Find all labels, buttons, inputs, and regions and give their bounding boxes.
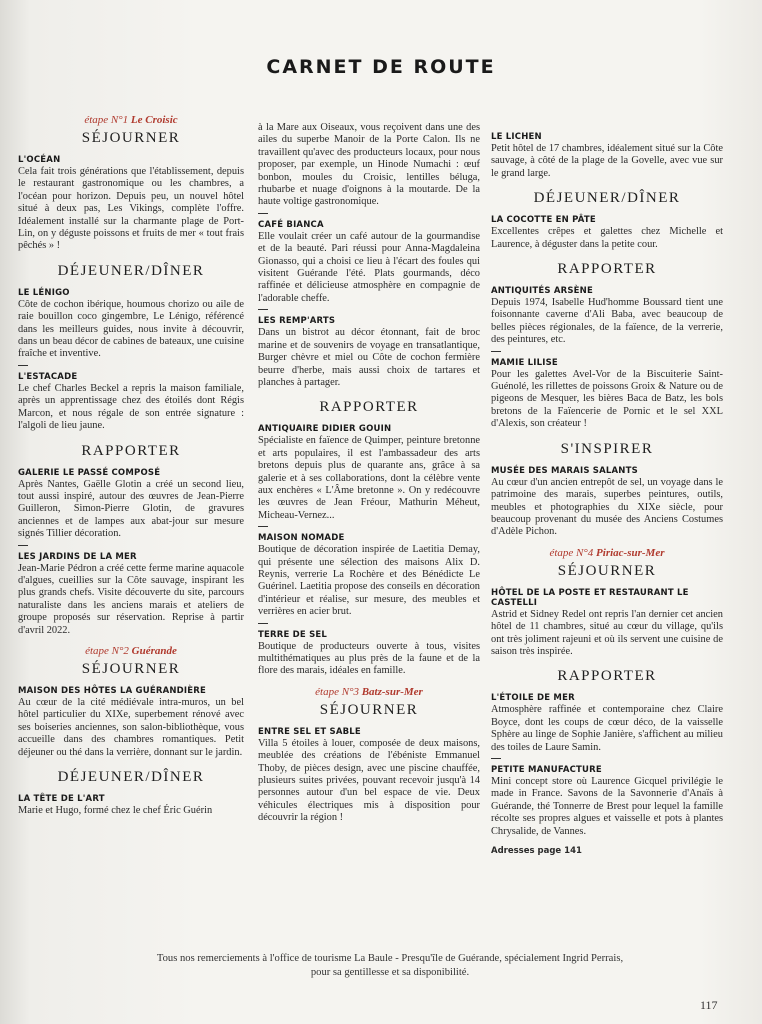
divider [491, 351, 501, 352]
divider [258, 213, 268, 214]
entry-text: à la Mare aux Oiseaux, vous reçoivent dans une des ailes du superbe Manoir de la Porte Calon. Ils ne travaillent qu'avec des producteurs locaux, pour nous proposer, par exemple, un Hinode Numachi : œuf bonbon, moules du Croisic, lentilles béluga, rhubarbe et nuage d'oignons à la moutarde. De la haute voltige gastronomique. [258, 122, 480, 208]
entry-title: LES REMP'ARTS [258, 316, 336, 327]
entry-text: Le chef Charles Beckel a repris la maison familiale, après un apprentissage chez des étoilés dont Régis Marcon, et nous régale de son entrée signature : l'algoli de lieu jaune. [18, 382, 244, 432]
acknowledgements-line-1: Tous nos remerciements à l'office de tourisme La Baule - Presqu'île de Guérande, spécialement Ingrid Perrais, [156, 953, 624, 964]
entry-text: Marie et Hugo, formé chez le chef Éric Guérin [18, 805, 213, 816]
etape-label [18, 645, 244, 657]
etape-label [18, 114, 244, 126]
entry-title: TERRE DE SEL [258, 629, 328, 640]
divider [258, 309, 268, 310]
entry-text: Dans un bistrot au décor étonnant, fait de broc marine et de souvenirs de voyage en transatlantique, Burger chèvre et miel ou Côte de cochon fermière beurre d'herbe, mais aussi choix de tartares et planches à partager. [258, 327, 480, 388]
divider [258, 526, 268, 527]
section-heading: DÉJEUNER/DÎNER [57, 262, 205, 279]
etape-place: Guérande [131, 644, 177, 657]
etape-label [258, 686, 480, 698]
entry-text: Au cœur d'un ancien entrepôt de sel, un voyage dans le patrimoine des marais, superbes peintures, outils, meubles et photographies du XIXe siècle, pour beaucoup provenant du musée des Anciens Costumes d'Adèle Pichon. [491, 476, 723, 538]
section-heading: SÉJOURNER [81, 660, 181, 677]
section-heading: S'INSPIRER [560, 440, 654, 457]
entry-text: Atmosphère raffinée et contemporaine chez Claire Boyce, dont les coups de cœur déco, de la vaisselle Sphère au linge de Sophie Janière, s'affichent au milieu des toiles de Laure Samin. [491, 704, 723, 753]
entry-text: Jean-Marie Pédron a créé cette ferme marine aquacole d'algues, cueillies sur la Côte sauvage, inspirant les plus grands chefs. Visite découverte du site, parcours naturaliste dans les anciens marais et ateliers de groupe proposés sur réservation. Reprise à partir d'avril 2022. [18, 562, 244, 636]
entry-text: Cela fait trois générations que l'établissement, depuis le restaurant gastronomique ou les chambres, a l'océan pour horizon. Depuis peu, un nouvel hôtel situé à deux pas, Les Vikings, complète l'offre. Idéalement installé sur la charmante plage de Port-Lin, on y déguste poissons et fruits de mer « tout frais pêchés » ! [18, 166, 244, 252]
etape-number: étape N°3 [315, 685, 362, 698]
entry-text: Après Nantes, Gaëlle Glotin a créé un second lieu, tout aussi inspiré, autour des œuvres de Jean-Pierre Guilleron, Simon-Pierre Glotin, de gravures anciennes et de lampes aux abat-jour sur mesure signés Tillier décoration. [18, 478, 244, 540]
section-heading: SÉJOURNER [557, 562, 657, 579]
entry-title: LA COCOTTE EN PÂTE [491, 215, 596, 226]
entry-title: LES JARDINS DE LA MER [18, 551, 137, 562]
entry-title: PETITE MANUFACTURE [491, 764, 602, 775]
entry-title: MAMIE LILISE [491, 357, 558, 368]
entry-title: MAISON NOMADE [258, 533, 345, 544]
divider [18, 545, 28, 546]
etape-number: étape N°1 [84, 114, 131, 126]
etape-number: étape N°2 [85, 644, 132, 657]
addresses-note: Adresses page 141 [491, 846, 582, 856]
section-heading: RAPPORTER [557, 261, 657, 278]
entry-title: CAFÉ BIANCA [258, 219, 324, 230]
etape-place: Batz-sur-Mer [361, 685, 423, 698]
entry-title: LA TÊTE DE L'ART [18, 794, 105, 804]
page-number: 117 [700, 998, 718, 1012]
entry-title: HÔTEL DE LA POSTE ET RESTAURANT LE CASTELLI [491, 587, 689, 608]
acknowledgements [70, 952, 710, 980]
etape-number: étape N°4 [549, 546, 597, 559]
section-heading: SÉJOURNER [319, 701, 419, 718]
entry-text: Pour les galettes Avel-Vor de la Biscuiterie Saint-Guénolé, les rillettes de poissons Groix & Nature ou de pigeons de Mesquer, les bières Baca de Batz, les bols bretons de la Faïencerie de Pornic et le sel XXL d'Alexis, son créateur ! [491, 368, 723, 430]
entry-text: Boutique de producteurs ouverte à tous, visites multithématiques au plus près de la faune et de la flore des marais, idéales en famille. [258, 640, 480, 677]
acknowledgements-line-2: pour sa gentillesse et sa disponibilité. [310, 967, 470, 978]
section-heading: DÉJEUNER/DÎNER [57, 769, 205, 785]
entry-title: ANTIQUITÉS ARSÈNE [491, 286, 594, 297]
entry-text: Côte de cochon ibérique, houmous chorizo ou aile de raie bouillon coco gingembre, Le Lénigo, référencé dans les meilleurs guides, nous invite à découvrir, dans un beau décor de cabines de bateaux, une cuisine fraîche et inventive. [18, 298, 244, 360]
etape-place: Le Croisic [130, 114, 178, 126]
entry-title: L'ESTACADE [18, 371, 78, 382]
column-3 [491, 132, 723, 856]
entry-text: Excellentes crêpes et galettes chez Michelle et Laurence, à déguster dans la petite cour. [491, 226, 723, 250]
divider [18, 365, 28, 366]
entry-title: ENTRE SEL ET SABLE [258, 726, 361, 737]
divider [258, 623, 268, 624]
entry-title: L'ÉTOILE DE MER [491, 693, 575, 704]
entry-text: Au cœur de la cité médiévale intra-muros, un bel hôtel particulier du XIXe, superbement rénové avec ses boiseries anciennes, son salon-bibliothèque, vous accueille dans des chambres romantiques. Petit déjeuner ou thé dans la verrière, donnant sur le jardin. [18, 696, 244, 758]
column-1 [18, 112, 244, 817]
entry-title: LE LÉNIGO [18, 287, 70, 298]
column-2 [258, 122, 480, 825]
entry-text: Elle voulait créer un café autour de la gourmandise et de la beauté. Pari réussi pour Anna-Magdaleina Gionasso, qui a choisi ce lieu à l'écart des foules qui visitent Guérande l'été. Plats gourmands, déco raffinée et délicieuse atmosphère en compagnie de l'adorable cheffe. [258, 230, 480, 304]
section-heading: RAPPORTER [81, 442, 181, 459]
page-title: CARNET DE ROUTE [266, 56, 496, 78]
entry-text: Depuis 1974, Isabelle Hud'homme Boussard tient une foisonnante caverne d'Ali Baba, avec beaucoup de belles pièces régionales, de la faïence, de la verrerie, des peintures, etc. [491, 297, 723, 346]
entry-title: LE LICHEN [491, 132, 542, 142]
entry-title: L'OCÉAN [18, 155, 61, 165]
section-heading: DÉJEUNER/DÎNER [533, 190, 681, 207]
entry-text: Spécialiste en faïence de Quimper, peinture bretonne et arts populaires, il est l'ambassadeur des arts bretons depuis plus de quarante ans, grâce à sa galerie et à ses collaborations, dont la célèbre vente aux enchères « L'Âme bretonne ». On y redécouvre les œuvres de Jean Fréour, Mathurin Méheut, Micheau-Vernez... [258, 435, 480, 521]
etape-label [491, 547, 723, 559]
entry-title: MAISON DES HÔTES LA GUÉRANDIÈRE [18, 685, 207, 696]
entry-text: Mini concept store où Laurence Gicquel privilégie le made in France. Savons de la Savonnerie d'Anaïs à Guérande, thé Tonnerre de Brest pour lequel la famille récolte ses propres algues et vaisselle et pots à plantes Chrysalide, de Vannes. [491, 775, 723, 837]
etape-place: Piriac-sur-Mer [596, 546, 665, 559]
entry-text: Petit hôtel de 17 chambres, idéalement situé sur la Côte sauvage, à côté de la plage de la Govelle, avec vue sur le grand large. [491, 143, 723, 179]
entry-text: Villa 5 étoiles à louer, composée de deux maisons, meublée des créations de l'ébéniste Emmanuel Thoby, de pièces design, avec une piscine chauffée, plusieurs suites privées, pouvant recevoir jusqu'à 14 personnes autour d'un bel espace de vie. Deux véhicules électriques mis à disposition pour découvrir la région ! [258, 737, 480, 824]
entry-text: Boutique de décoration inspirée de Laetitia Demay, qui présente une sélection des maisons Alix D. Reynis, verrerie La Rochère et des Bénédicte Le Guérinel. Laetitia propose des conseils en décoration d'intérieur et réalise, sur mesure, des meubles et verrières en acier brut. [258, 544, 480, 618]
section-heading: RAPPORTER [319, 399, 419, 416]
entry-title: ANTIQUAIRE DIDIER GOUIN [258, 424, 392, 435]
section-heading: SÉJOURNER [81, 130, 181, 146]
divider [491, 758, 501, 759]
entry-title: MUSÉE DES MARAIS SALANTS [491, 465, 638, 476]
section-heading: RAPPORTER [557, 668, 657, 685]
entry-text: Astrid et Sidney Redel ont repris l'an dernier cet ancien hôtel de 11 chambres, situé au cœur du village, qu'ils ont très joliment rajeuni et où ils servent une cuisine de saison très inspirée. [491, 608, 723, 657]
entry-title: GALERIE LE PASSÉ COMPOSÉ [18, 467, 161, 478]
